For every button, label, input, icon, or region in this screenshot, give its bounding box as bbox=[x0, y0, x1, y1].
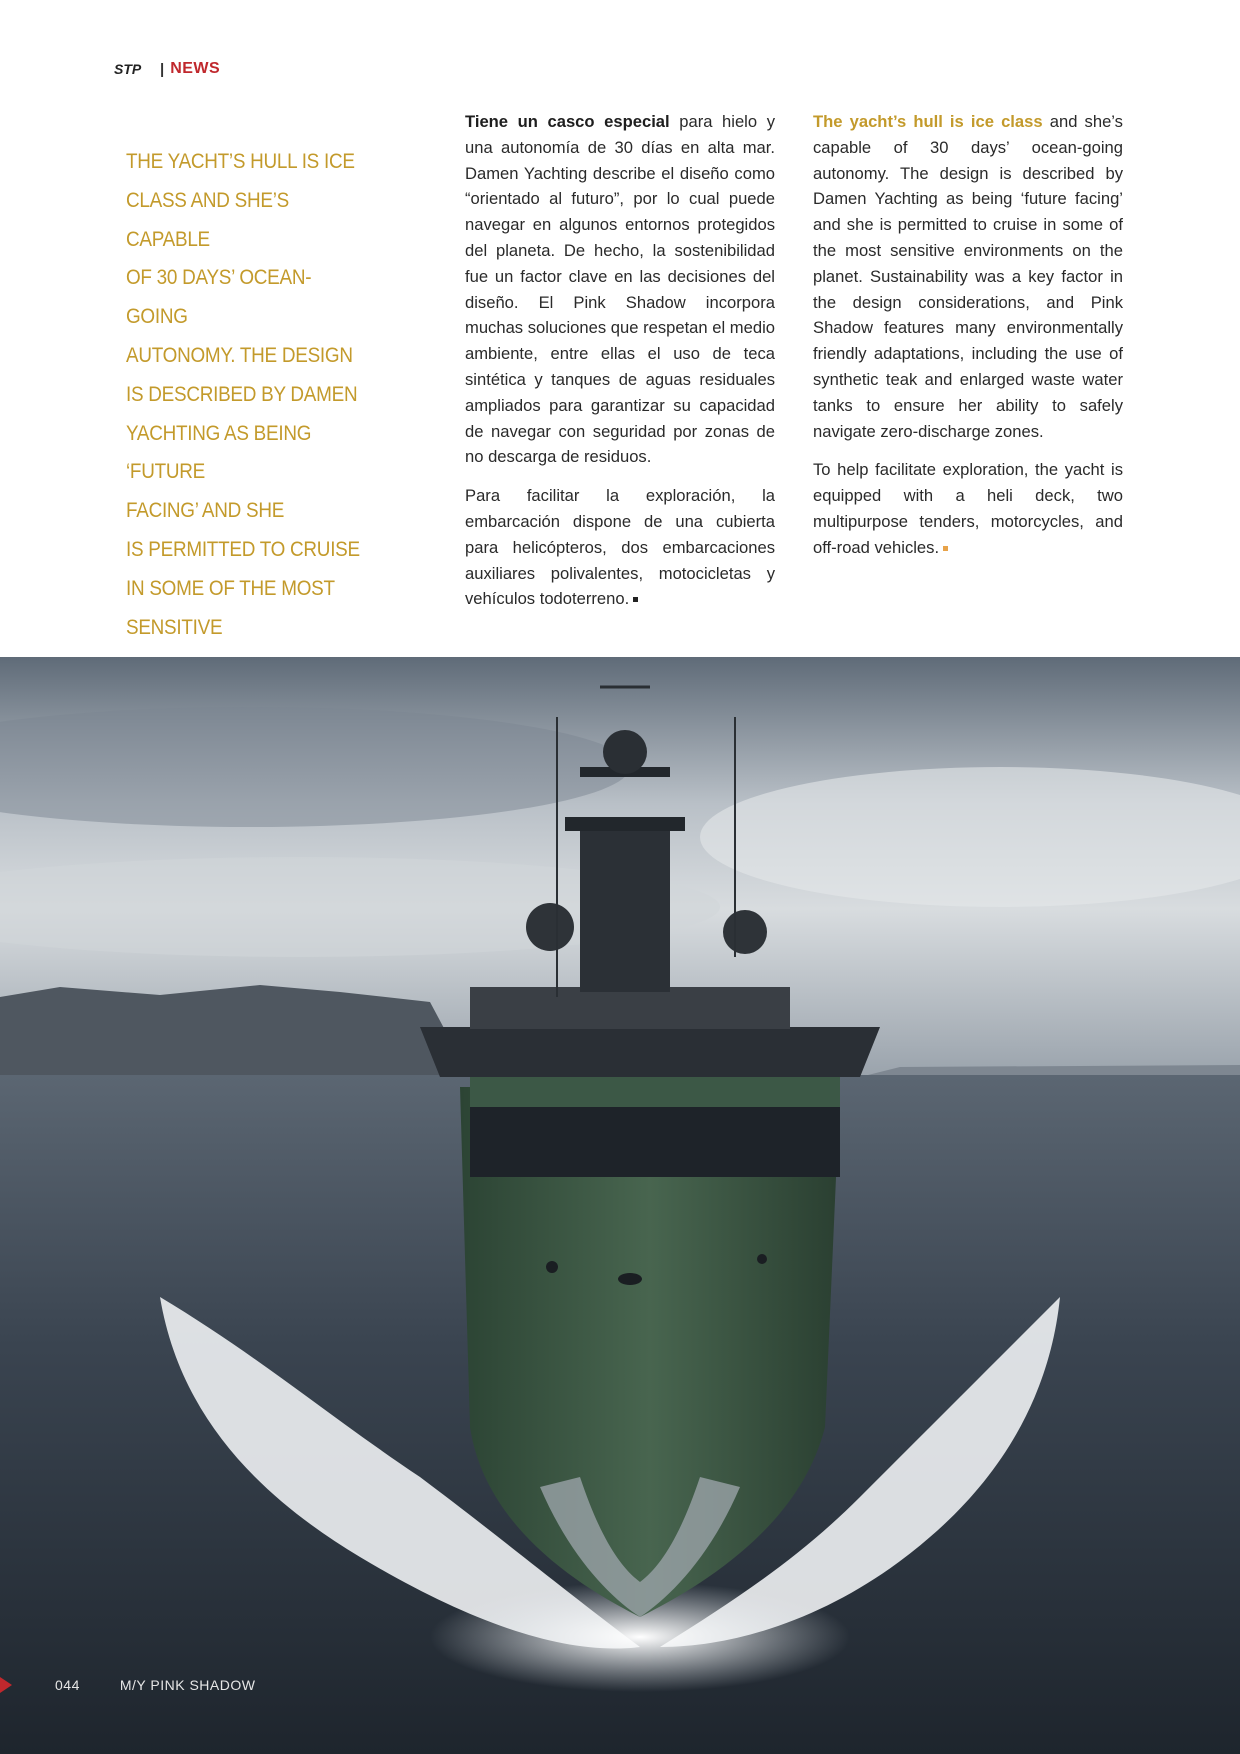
pull-quote-line: IN SOME OF THE MOST bbox=[126, 576, 335, 600]
paragraph-body: Para facilitar la exploración, la embarcación dispone de una cubierta para helicópteros, dos embarcaciones auxiliares polivalentes, motocicletas y vehículos todoterreno. bbox=[465, 486, 775, 609]
stp-logo bbox=[114, 62, 154, 76]
lead-in: Tiene un casco especial bbox=[465, 112, 670, 131]
end-mark-icon bbox=[943, 546, 948, 551]
pull-quote-line: CLASS AND SHE’S CAPABLE bbox=[126, 188, 289, 251]
page-footer bbox=[0, 1674, 600, 1696]
pull-quote-line: FACING’ AND SHE bbox=[126, 499, 285, 523]
pull-quote-line: OF 30 DAYS’ OCEAN-GOING bbox=[126, 266, 312, 329]
section-label: NEWS bbox=[170, 60, 221, 77]
paragraph bbox=[813, 457, 1123, 560]
header-separator: | bbox=[160, 60, 165, 78]
page-marker-icon bbox=[0, 1677, 12, 1693]
article-column-spanish bbox=[465, 109, 775, 625]
svg-text:STP: STP bbox=[114, 62, 142, 76]
footer-title: M/Y PINK SHADOW bbox=[119, 1677, 256, 1693]
pull-quote-line: YACHTING AS BEING ‘FUTURE bbox=[126, 421, 312, 484]
page-number: 044 bbox=[55, 1677, 80, 1693]
pull-quote bbox=[126, 143, 369, 725]
yacht-photo bbox=[0, 657, 1240, 1754]
paragraph bbox=[465, 109, 775, 470]
paragraph-body: para hielo y una autonomía de 30 días en alta mar. Damen Yachting describe el diseño como “orientado al futuro”, por lo cual puede navegar en algunos entornos protegidos del planeta. De hecho, la sostenibilidad fue un factor clave en las decisiones del diseño. El Pink Shadow incorpora muchas soluciones que respetan el medio ambiente, entre ellas el uso de teca sintética y tanques de aguas residuales ampliados para garantizar su capacidad de navegar con seguridad por zonas de no descarga de residuos. bbox=[465, 112, 775, 467]
paragraph bbox=[813, 109, 1123, 444]
lead-in: The yacht’s hull is ice class bbox=[813, 112, 1043, 131]
end-mark-icon bbox=[633, 597, 638, 602]
pull-quote-line: AUTONOMY. THE DESIGN bbox=[126, 343, 353, 367]
pull-quote-line: IS DESCRIBED BY DAMEN bbox=[126, 382, 358, 406]
article-column-english bbox=[813, 109, 1123, 574]
paragraph bbox=[465, 483, 775, 612]
paragraph-body: and she’s capable of 30 days’ ocean-going autonomy. The design is described by Damen Yachting as being ‘future facing’ and she is permitted to cruise in some of the most sensitive environments on the planet. Sustainability was a key factor in the design considerations, and Pink Shadow features many environmentally friendly adaptations, including the use of synthetic teak and enlarged waste water tanks to ensure her ability to safely navigate zero-discharge zones. bbox=[813, 112, 1123, 441]
pull-quote-line: SENSITIVE bbox=[126, 615, 223, 639]
paragraph-body: To help facilitate exploration, the yacht is equipped with a heli deck, two multipurpose tenders, motorcycles, and off-road vehicles. bbox=[813, 460, 1123, 557]
pull-quote-line: THE YACHT’S HULL IS ICE bbox=[126, 150, 355, 173]
header bbox=[114, 60, 220, 78]
pull-quote-line: IS PERMITTED TO CRUISE bbox=[126, 537, 360, 561]
